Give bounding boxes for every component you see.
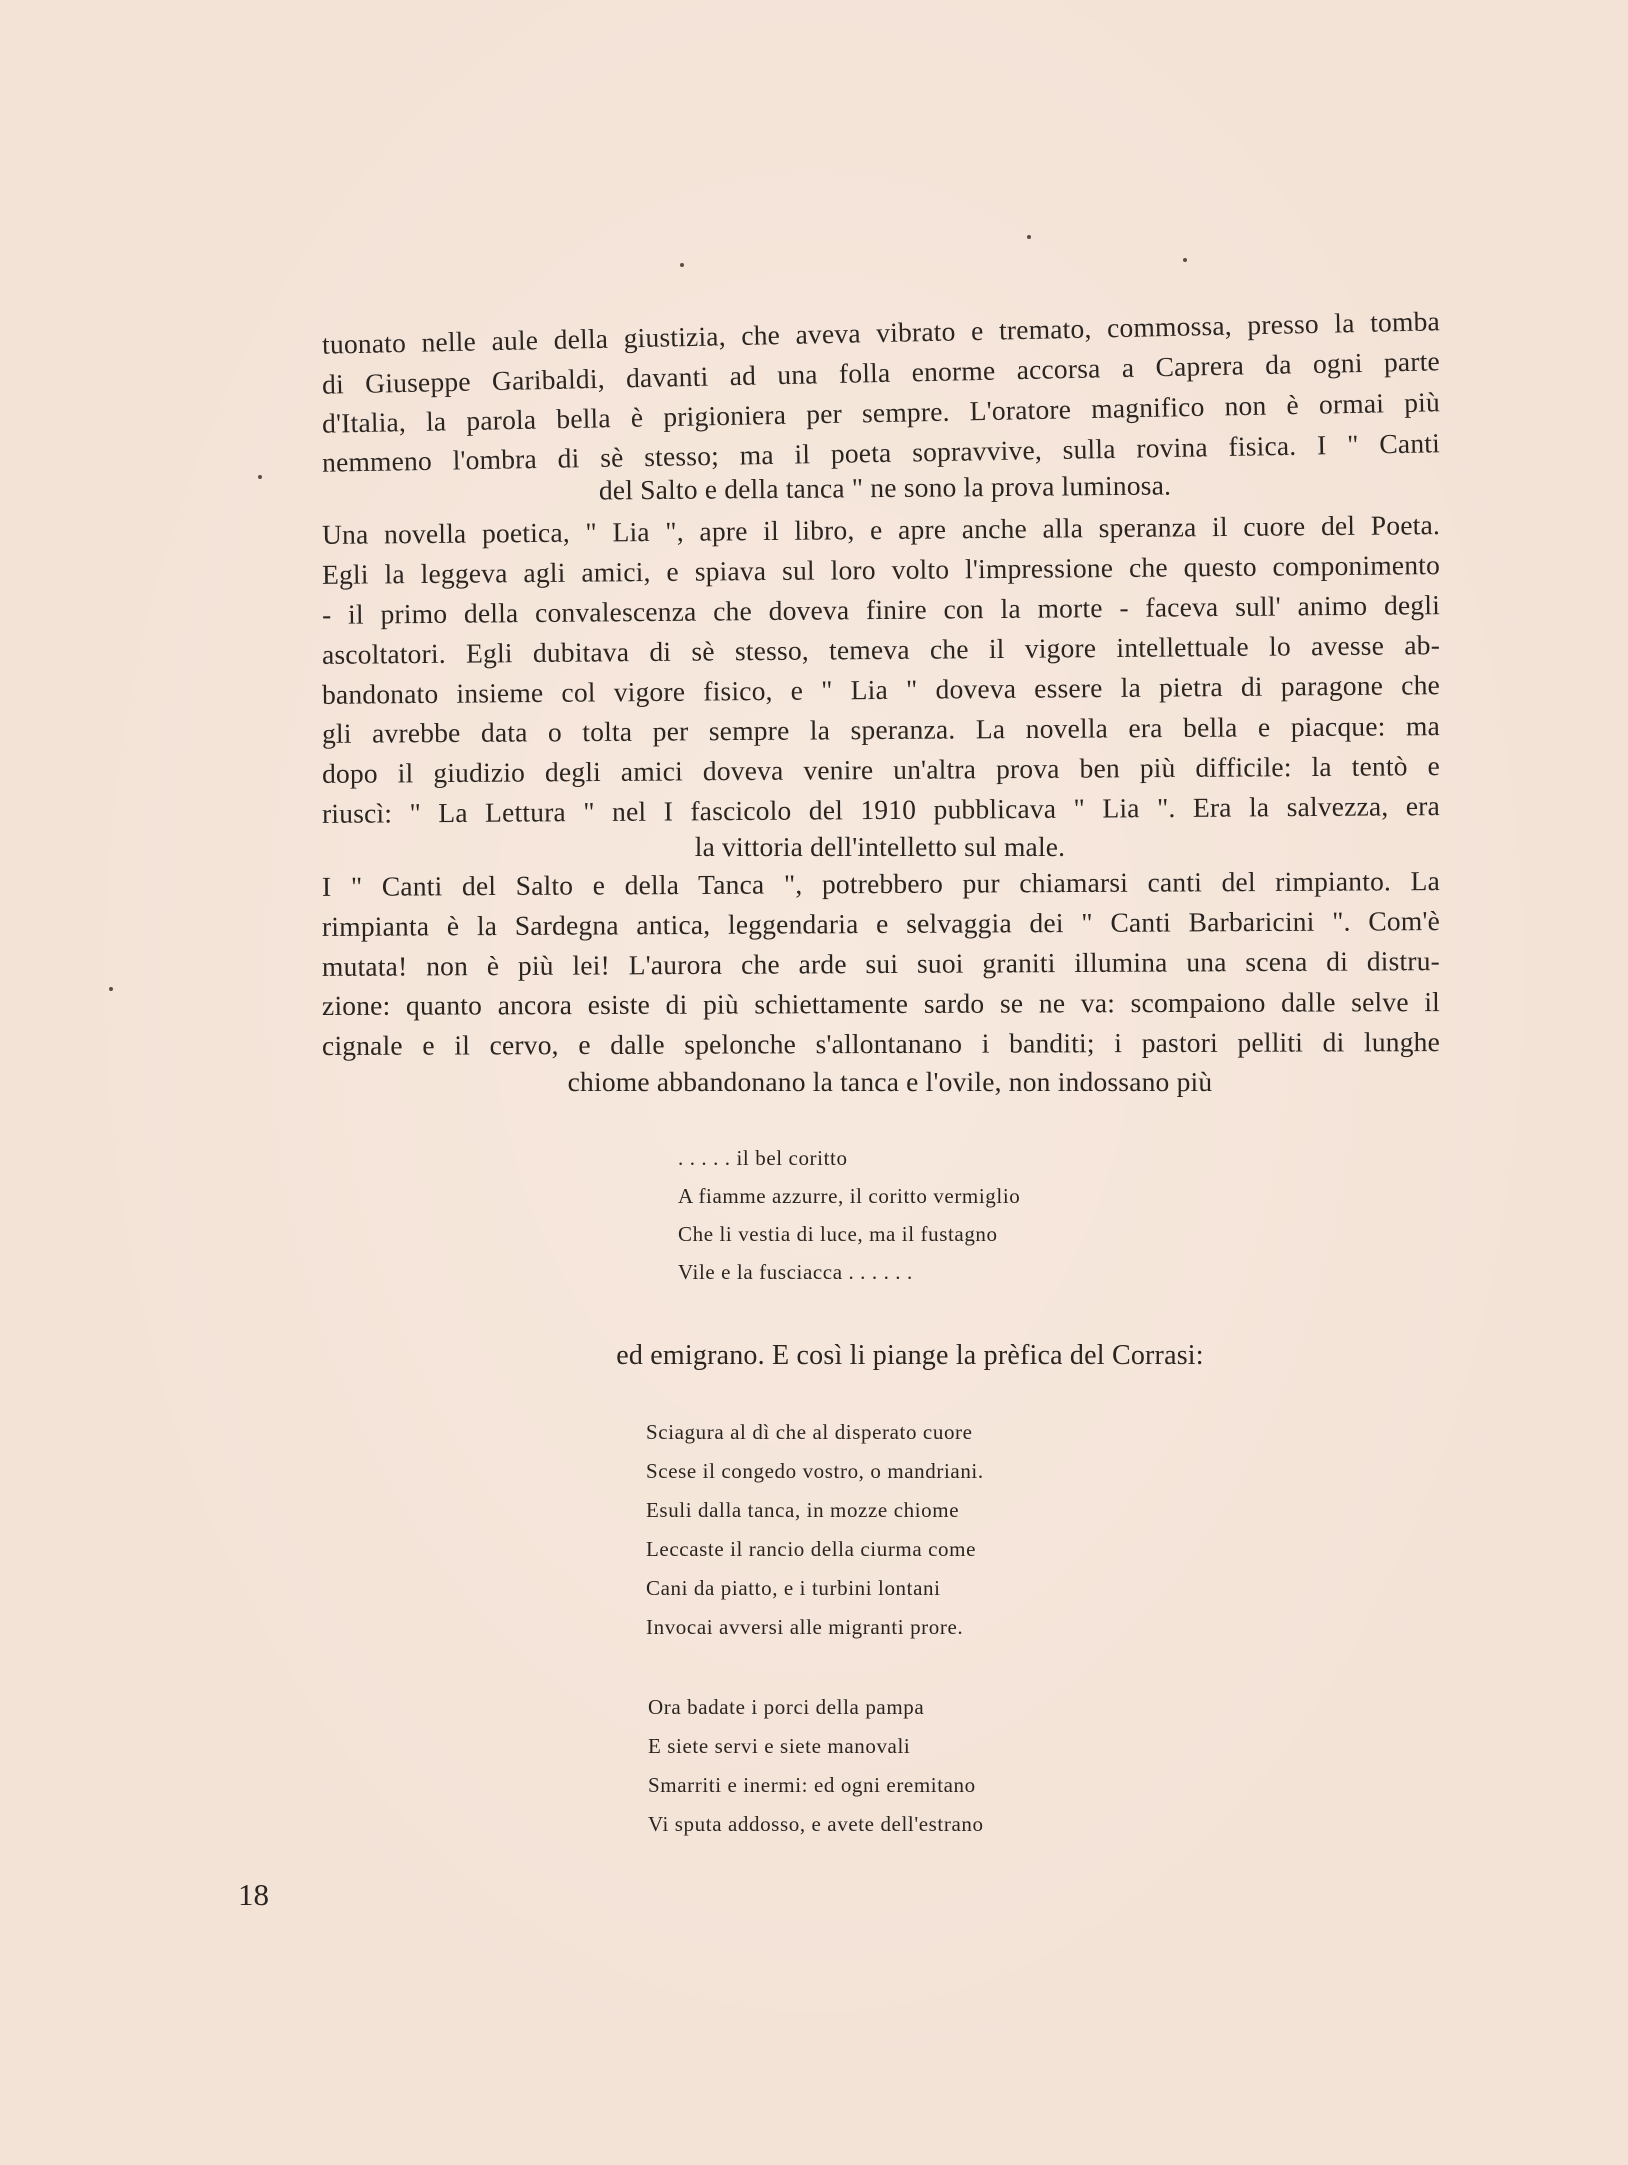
verse-line: Sciagura al dì che al disperato cuore [646, 1420, 973, 1444]
prose-line: Egli la leggeva agli amici, e spiava sul loro volto l'impressione che questo componimento [321, 549, 1441, 590]
ink-speck [1183, 258, 1187, 262]
verse-line: Esuli dalla tanca, in mozze chiome [646, 1498, 960, 1522]
prose-line: mutata! non è più lei! L'aurora che arde sui suoi graniti illumina una scena di distru- [321, 945, 1441, 982]
prose-line: ascoltatori. Egli dubitava di sè stesso, temeva che il vigore intellettuale lo avesse ab- [321, 629, 1441, 670]
prose-line: gli avrebbe data o tolta per sempre la speranza. La novella era bella e piacque: ma [321, 710, 1441, 749]
prose-line: rimpianta è la Sardegna antica, leggendaria e selvaggia dei " Canti Barbaricini ". Com'è [321, 905, 1441, 942]
verse-line: Vi sputa addosso, e avete dell'estrano [648, 1812, 984, 1836]
prose-line: tuonato nelle aule della giustizia, che aveva vibrato e tremato, commossa, presso la tomba [321, 305, 1441, 360]
ink-speck [258, 475, 262, 479]
prose-line: la vittoria dell'intelletto sul male. [694, 831, 1066, 862]
prose-line: d'Italia, la parola bella è prigioniera per sempre. L'oratore magnifico non è ormai più [321, 386, 1441, 439]
verse-line: Vile e la fusciacca . . . . . . [678, 1260, 913, 1284]
prose-line: Una novella poetica, " Lia ", apre il libro, e apre anche alla speranza il cuore del Poeta. [321, 509, 1441, 550]
prose-line: bandonato insieme col vigore fisico, e " Lia " doveva essere la pietra di paragone che [321, 669, 1441, 710]
prose-line: nemmeno l'ombra di sè stesso; ma il poeta sopravvive, sulla rovina fisica. I " Canti [321, 427, 1441, 478]
prose-line: di Giuseppe Garibaldi, davanti ad una folla enorme accorsa a Caprera da ogni parte [321, 345, 1441, 400]
verse-line: Scese il congedo vostro, o mandriani. [646, 1459, 984, 1483]
verse-line: Che li vestia di luce, ma il fustagno [678, 1222, 998, 1246]
prose-line: riuscì: " La Lettura " nel I fascicolo del 1910 pubblicava " Lia ". Era la salvezza, era [321, 790, 1441, 829]
verse-line: A fiamme azzurre, il coritto vermiglio [678, 1184, 1021, 1208]
prose-line: I " Canti del Salto e della Tanca ", potrebbero pur chiamarsi canti del rimpianto. La [321, 865, 1441, 902]
prose-line: chiome abbandonano la tanca e l'ovile, non indossano più [567, 1066, 1213, 1097]
verse-line: E siete servi e siete manovali [648, 1734, 911, 1758]
verse-line: Leccaste il rancio della ciurma come [646, 1537, 977, 1561]
prose-line: del Salto e della tanca " ne sono la prova luminosa. [598, 469, 1172, 506]
prose-line: zione: quanto ancora esiste di più schiettamente sardo se ne va: scompaiono dalle selve il [321, 986, 1441, 1021]
prose-line: dopo il giudizio degli amici doveva venire un'altra prova ben più difficile: la tentò e [321, 750, 1441, 789]
verse-line: . . . . . il bel coritto [678, 1146, 848, 1170]
verse-line: Ora badate i porci della pampa [648, 1695, 925, 1719]
ink-speck [680, 263, 684, 267]
verse-line: Smarriti e inermi: ed ogni eremitano [648, 1773, 976, 1797]
prose-line: - il primo della convalescenza che doveva finire con la morte - faceva sull' animo degli [321, 589, 1441, 630]
ink-speck [109, 987, 113, 991]
page-number: 18 [238, 1877, 269, 1912]
ink-speck [1027, 235, 1031, 239]
prose-line: cignale e il cervo, e dalle spelonche s'allontanano i banditi; i pastori pelliti di lunghe [321, 1026, 1441, 1061]
verse-line: Cani da piatto, e i turbini lontani [646, 1576, 941, 1600]
verse-line: Invocai avversi alle migranti prore. [646, 1615, 964, 1639]
prose-line-emigrano: ed emigrano. E così li piange la prèfica del Corrasi: [616, 1340, 1204, 1371]
